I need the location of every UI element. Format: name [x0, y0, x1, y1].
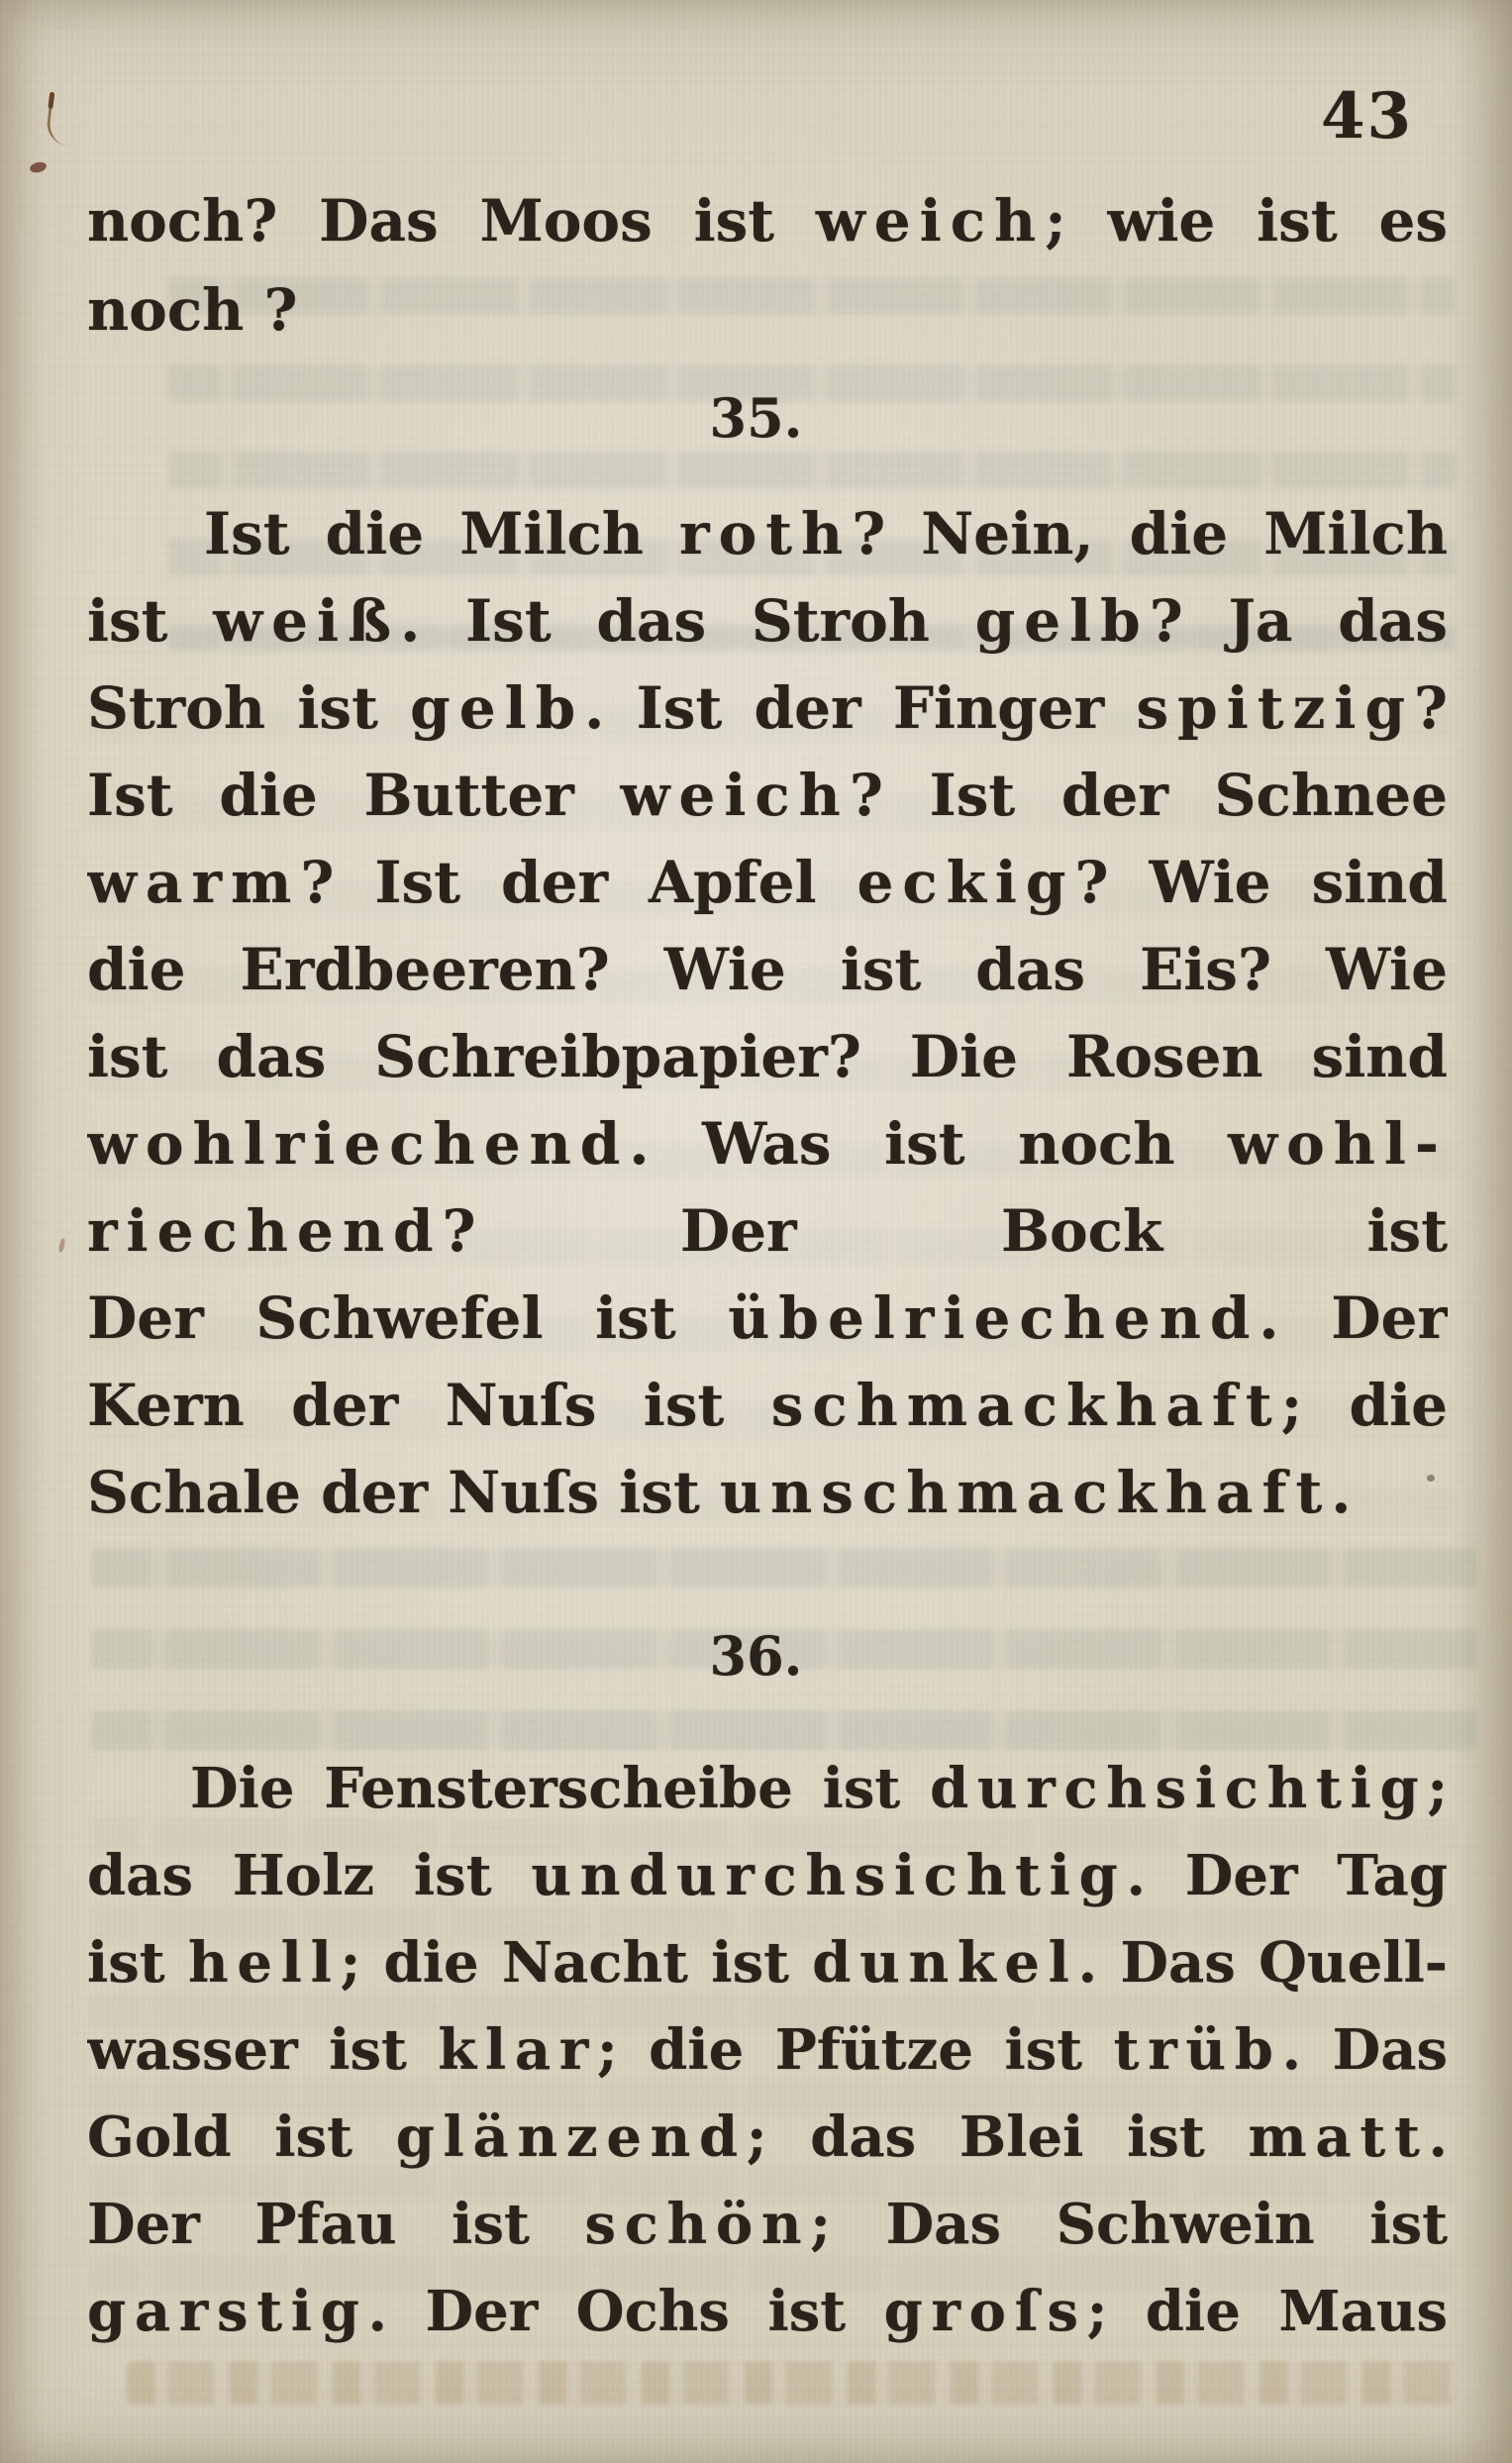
text-line	[87, 265, 1448, 355]
text-run: Der Schwefel ist	[87, 1284, 729, 1352]
text-run: Der Pfau ist	[87, 2192, 585, 2257]
text-run: Kern der Nuſs ist	[87, 1372, 771, 1439]
text-run: .	[1428, 2104, 1448, 2170]
text-run: ; Das Schwein ist	[810, 2192, 1448, 2257]
emphasized-word: eckig	[857, 849, 1075, 916]
text-run: Ist die Milch	[204, 500, 680, 567]
text-line	[87, 2094, 1448, 2181]
text-line	[87, 490, 1448, 577]
text-line	[87, 1187, 1448, 1275]
text-run: ist das Schreibpapier? Die Rosen sind	[87, 1023, 1448, 1090]
text-run: Schale der Nuſs ist	[87, 1459, 720, 1526]
paper-fiber-speck	[57, 1238, 65, 1254]
emphasized-word: klar	[438, 2017, 597, 2083]
text-line	[87, 2006, 1448, 2094]
emphasized-word: weich	[815, 187, 1046, 255]
section-heading-36: 36.	[709, 1624, 803, 1688]
emphasized-word: undurchsichtig	[531, 1843, 1127, 1908]
page-number: 43	[1320, 79, 1413, 154]
emphasized-word: schmackhaft	[770, 1372, 1281, 1439]
paragraph-section-35	[87, 490, 1448, 1536]
text-line	[87, 1362, 1448, 1449]
text-run: ; die	[1280, 1372, 1448, 1439]
text-run: . Ist das Stroh	[400, 587, 975, 655]
emphasized-word: roth	[679, 500, 853, 567]
text-run: . Ist der Finger	[584, 674, 1137, 742]
text-run: die Erdbeeren? Wie ist das Eis? Wie	[87, 936, 1448, 1003]
text-run: ;	[1427, 1756, 1448, 1821]
paragraph-intro	[87, 176, 1448, 355]
emphasized-word: durchsichtig	[930, 1756, 1428, 1821]
text-run: . Der Ochs ist	[367, 2279, 884, 2344]
text-run: ?	[1414, 674, 1448, 742]
section-heading-35: 35.	[709, 386, 803, 450]
text-run: ; wie ist es	[1045, 187, 1448, 255]
emphasized-word: gelb	[410, 674, 585, 742]
text-run: Stroh ist	[87, 674, 411, 742]
text-run: noch? Das Moos ist	[87, 187, 816, 255]
emphasized-word: dunkel	[812, 1930, 1078, 1996]
text-run: ; die Maus	[1086, 2279, 1448, 2344]
text-line	[87, 665, 1448, 752]
text-run: ; das Blei ist	[746, 2104, 1249, 2170]
emphasized-word: matt	[1248, 2104, 1429, 2170]
text-line	[87, 1745, 1448, 1832]
text-run: ? Nein, die Milch	[852, 500, 1448, 567]
text-run: . Der	[1259, 1284, 1448, 1352]
text-run: ; die Pfütze ist	[596, 2017, 1114, 2083]
text-run: ? Der Bock ist	[442, 1197, 1448, 1265]
text-run: Ist die Butter	[87, 762, 621, 829]
text-run: . Der Tag	[1126, 1843, 1448, 1908]
emphasized-word: riechend	[87, 1197, 443, 1265]
text-line	[87, 577, 1448, 665]
text-run: ? Ja das	[1149, 587, 1448, 655]
text-run: noch ?	[87, 276, 298, 344]
emphasized-word: wohlriechend	[87, 1110, 630, 1178]
emphasized-word: schön	[584, 2192, 811, 2257]
emphasized-word: weich	[620, 762, 850, 829]
text-line	[87, 1275, 1448, 1362]
text-run: . Das	[1281, 2017, 1448, 2083]
text-line	[87, 752, 1448, 839]
text-run: . Was ist noch	[629, 1110, 1229, 1178]
emphasized-word: hell	[187, 1930, 341, 1996]
emphasized-word: garstig	[87, 2279, 368, 2344]
emphasized-word: spitzig	[1136, 674, 1415, 742]
bleed-through-ghost-bottom-line	[127, 2361, 1459, 2405]
emphasized-word: gelb	[974, 587, 1150, 655]
emphasized-word: wohl-	[1228, 1110, 1448, 1178]
text-run: Die Fensterscheibe ist	[190, 1756, 931, 1821]
emphasized-word: glänzend	[395, 2104, 747, 2170]
paragraph-section-36	[87, 1745, 1448, 2355]
text-run: .	[1331, 1459, 1352, 1526]
text-line	[87, 1832, 1448, 1919]
ink-stain-speck	[29, 160, 48, 174]
text-line	[87, 1449, 1448, 1536]
text-run: ? Wie sind	[1074, 849, 1448, 916]
text-line	[87, 176, 1448, 265]
text-line	[87, 2268, 1448, 2355]
text-run: Gold ist	[87, 2104, 396, 2170]
emphasized-word: warm	[87, 849, 301, 916]
emphasized-word: groſs	[883, 2279, 1087, 2344]
text-line	[87, 1919, 1448, 2006]
text-line	[87, 1100, 1448, 1187]
emphasized-word: unschmackhaft	[719, 1459, 1332, 1526]
text-line	[87, 926, 1448, 1013]
text-run: . Das Quell-	[1077, 1930, 1448, 1996]
text-line	[87, 2181, 1448, 2268]
text-run: ? Ist der Schnee	[849, 762, 1448, 829]
text-run: ist	[87, 1930, 188, 1996]
emphasized-word: trüb	[1113, 2017, 1282, 2083]
text-run: das Holz ist	[87, 1843, 532, 1908]
emphasized-word: übelriechend	[728, 1284, 1260, 1352]
text-run: wasser ist	[87, 2017, 439, 2083]
paper-fiber-mark	[45, 94, 73, 146]
text-line	[87, 839, 1448, 926]
emphasized-word: weiß	[213, 587, 401, 655]
text-run: ; die Nacht ist	[340, 1930, 813, 1996]
text-run: ? Ist der Apfel	[300, 849, 857, 916]
text-line	[87, 1013, 1448, 1100]
text-run: ist	[87, 587, 214, 655]
